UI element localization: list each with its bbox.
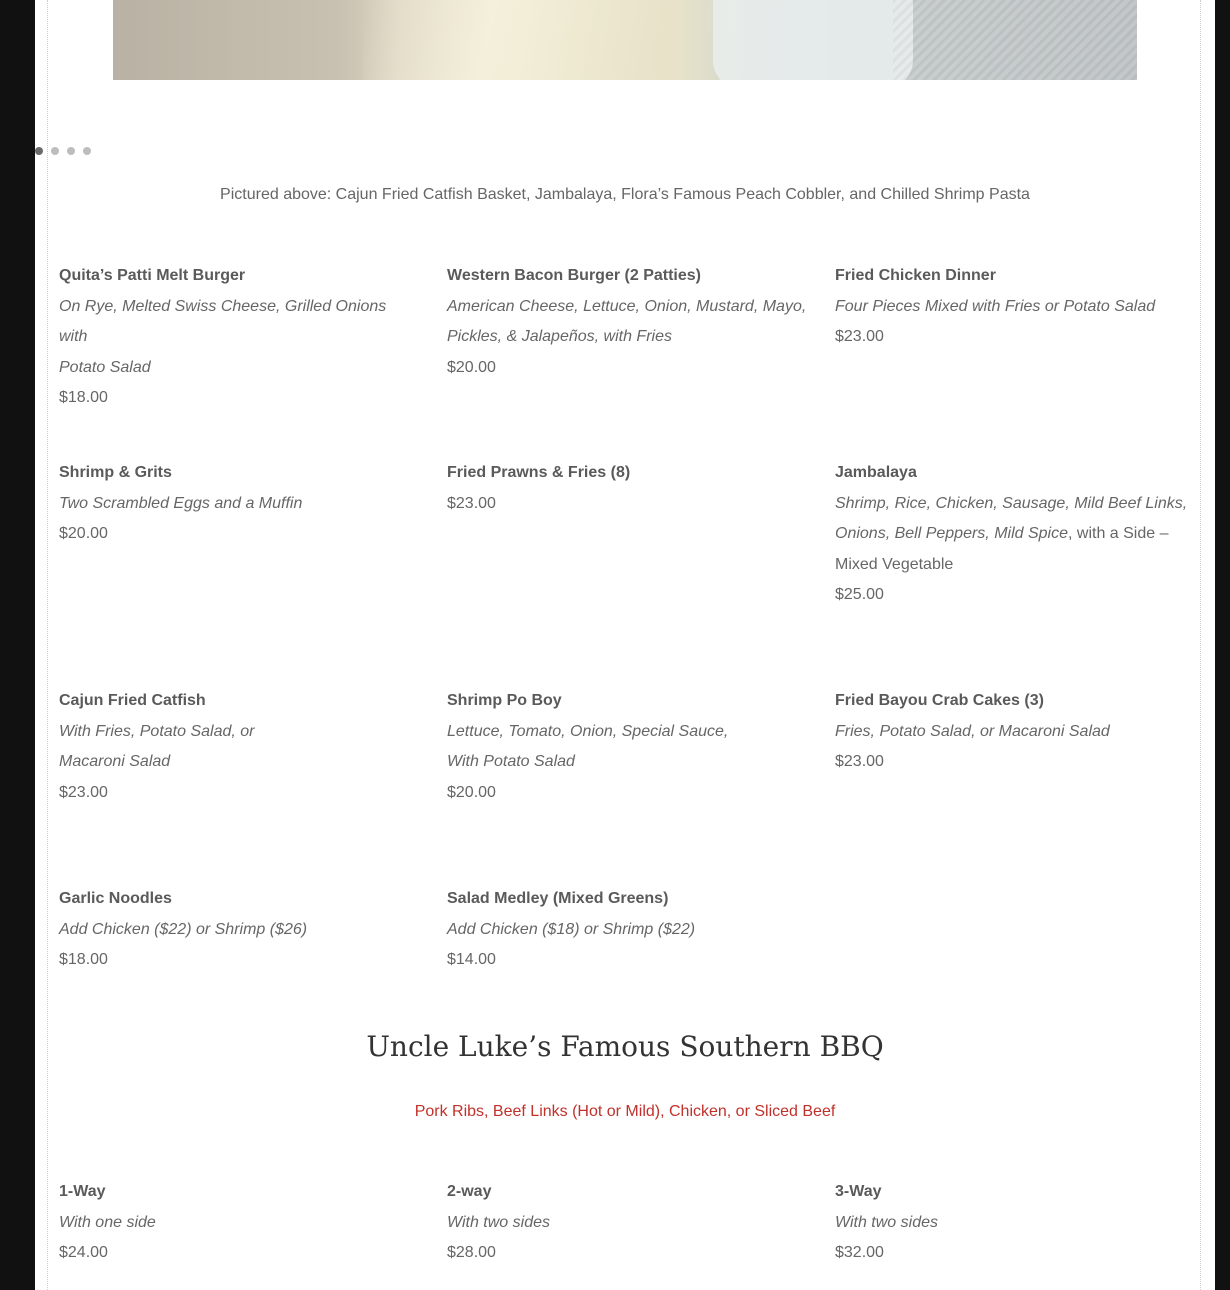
- menu-item-price: $23.00: [835, 328, 884, 345]
- menu-item: [59, 884, 419, 976]
- menu-item-name: Shrimp Po Boy: [447, 692, 562, 709]
- menu-item: [835, 458, 1195, 611]
- menu-item-desc: Shrimp, Rice, Chicken, Sausage, Mild Beef Links,: [835, 494, 1188, 512]
- menu-item-desc: Fries, Potato Salad, or Macaroni Salad: [835, 722, 1110, 740]
- menu-item-price: $20.00: [447, 358, 496, 376]
- menu-item: [835, 686, 1195, 778]
- menu-item-desc: American Cheese, Lettuce, Onion, Mustard, Mayo,: [447, 297, 807, 315]
- menu-item-price: $14.00: [447, 951, 496, 968]
- menu-item: [447, 458, 807, 519]
- menu-item-desc-italic: Onions, Bell Peppers, Mild Spice: [835, 525, 1068, 542]
- menu-item-price: $18.00: [59, 389, 108, 406]
- photo-plate: [713, 0, 913, 80]
- menu-item-desc-extra: Mixed Vegetable: [835, 555, 954, 573]
- menu-item-desc: Potato Salad: [59, 358, 151, 376]
- bbq-item: [59, 1177, 419, 1269]
- menu-item-price: $20.00: [447, 783, 496, 801]
- photo-caption: Pictured above: Cajun Fried Catfish Basket, Jambalaya, Flora’s Famous Peach Cobbler, and Chilled Shrimp Pasta: [220, 186, 1030, 203]
- menu-item-desc: On Rye, Melted Swiss Cheese, Grilled Onions with: [59, 297, 387, 345]
- menu-item-name: Jambalaya: [835, 464, 917, 481]
- menu-item-name: Quita’s Patti Melt Burger: [59, 267, 246, 284]
- bbq-item-desc: With one side: [59, 1213, 156, 1231]
- slider-pagination: [35, 147, 91, 157]
- menu-item-desc: With Fries, Potato Salad, or: [59, 722, 255, 740]
- bbq-item-name: 3-Way: [835, 1183, 882, 1200]
- bbq-item-desc: With two sides: [835, 1213, 938, 1231]
- food-photo-slide[interactable]: [113, 0, 1137, 80]
- bbq-item-name: 1-Way: [59, 1183, 106, 1200]
- menu-item-name: Fried Prawns & Fries (8): [447, 464, 631, 481]
- menu-item-name: Salad Medley (Mixed Greens): [447, 890, 669, 907]
- bbq-section-title: Uncle Luke’s Famous Southern BBQ: [366, 1030, 884, 1063]
- menu-item-name: Shrimp & Grits: [59, 464, 172, 481]
- photo-tablecloth-texture: [893, 0, 1137, 80]
- menu-item-desc-tail: , with a Side –: [1068, 525, 1169, 542]
- menu-item: [447, 686, 807, 808]
- menu-item-desc: [835, 519, 1195, 550]
- menu-item: [447, 261, 807, 383]
- menu-item-name: Garlic Noodles: [59, 890, 172, 907]
- bbq-section-subtitle: Pork Ribs, Beef Links (Hot or Mild), Chicken, or Sliced Beef: [414, 1103, 836, 1120]
- menu-item-desc: Add Chicken ($18) or Shrimp ($22): [447, 920, 696, 938]
- menu-item-name: Fried Bayou Crab Cakes (3): [835, 692, 1044, 709]
- menu-item-desc: Pickles, & Jalapeños, with Fries: [447, 328, 672, 345]
- bbq-item-price: $28.00: [447, 1244, 496, 1261]
- menu-item-desc: Add Chicken ($22) or Shrimp ($26): [59, 920, 308, 938]
- bbq-item-price: $32.00: [835, 1244, 884, 1261]
- menu-item-name: Cajun Fried Catfish: [59, 692, 206, 709]
- menu-item-price: $23.00: [835, 753, 884, 770]
- menu-item-price: $23.00: [59, 783, 108, 801]
- menu-item-price: $23.00: [447, 494, 496, 512]
- slider-dot-2[interactable]: [51, 147, 59, 155]
- slider-dot-1[interactable]: [35, 147, 43, 155]
- menu-item-desc: Four Pieces Mixed with Fries or Potato Salad: [835, 297, 1156, 315]
- menu-item: [59, 686, 419, 808]
- menu-item: [59, 458, 419, 550]
- bbq-item: [835, 1177, 1195, 1269]
- menu-item: [447, 884, 807, 976]
- bbq-item-name: 2-way: [447, 1183, 492, 1200]
- menu-item: [59, 261, 419, 414]
- menu-item-desc: With Potato Salad: [447, 753, 575, 770]
- bbq-item: [447, 1177, 807, 1269]
- menu-item-price: $18.00: [59, 951, 108, 968]
- menu-item-desc: Lettuce, Tomato, Onion, Special Sauce,: [447, 722, 729, 740]
- menu-item: [835, 261, 1195, 353]
- menu-item-desc: Two Scrambled Eggs and a Muffin: [59, 494, 303, 512]
- bbq-item-price: $24.00: [59, 1244, 108, 1261]
- slider-dot-4[interactable]: [83, 147, 91, 155]
- menu-item-name: Western Bacon Burger (2 Patties): [447, 267, 701, 284]
- bbq-item-desc: With two sides: [447, 1213, 550, 1231]
- menu-item-desc: [835, 550, 1195, 581]
- menu-item-price: $25.00: [835, 586, 884, 603]
- slider-dot-3[interactable]: [67, 147, 75, 155]
- menu-item-price: $20.00: [59, 525, 108, 542]
- menu-item-desc: Macaroni Salad: [59, 753, 171, 770]
- menu-item-name: Fried Chicken Dinner: [835, 267, 996, 284]
